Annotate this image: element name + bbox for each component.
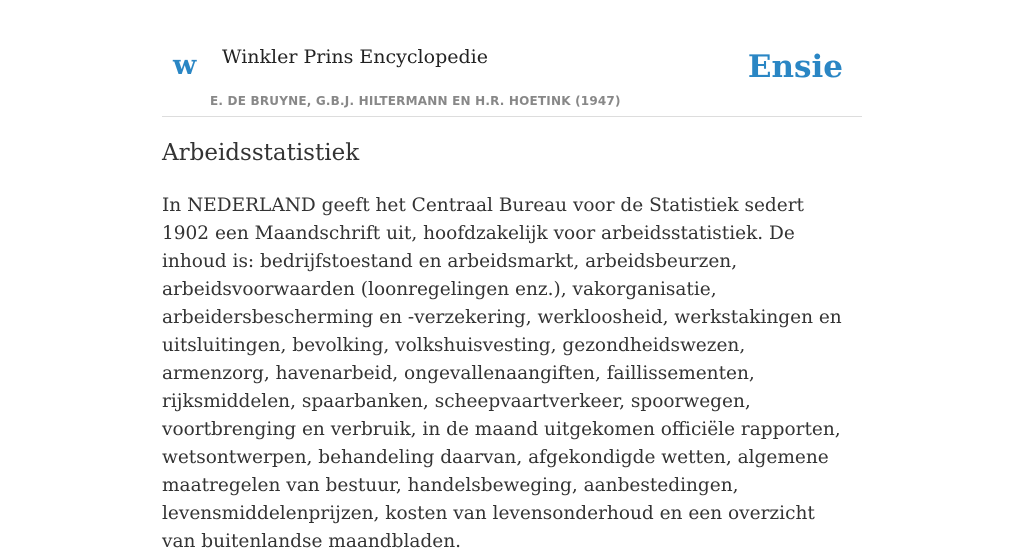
article-title: Arbeidsstatistiek — [162, 140, 360, 166]
publication-authors: E. DE BRUYNE, G.B.J. HILTERMANN EN H.R. HOETINK (1947) — [210, 94, 621, 108]
winkler-prins-logo-icon: w — [173, 50, 197, 81]
article-body: In NEDERLAND geeft het Centraal Bureau voor de Statistiek sedert 1902 een Maandschrift uit, hoofdzakelijk voor arbeidsstatistiek. De inhoud is: bedrijfstoestand en arbeidsmarkt, arbeidsbeurzen, arbeidsvoorwaarden (loonregelingen enz.), vakorganisatie, arbeidersbescherming en -verzekering, werkloosheid, werkstakingen en uitsluitingen, bevolking, volkshuisvesting, gezondheidswezen, armenzorg, havenarbeid, ongevallenaangiften, faillissementen, rijksmiddelen, spaarbanken, scheepvaartverkeer, spoorwegen, voortbrenging en verbruik, in de maand uitgekomen officiële rapporten, wetsontwerpen, behandeling daarvan, afgekondigde wetten, algemene maatregelen van bestuur, handelsbeweging, aanbestedingen, levensmiddelenprijzen, kosten van levensonderhoud en een overzicht van buitenlandse maandbladen. — [162, 195, 842, 552]
ensie-brand-logo: Ensie — [747, 49, 843, 85]
header — [162, 0, 862, 117]
publication-title: Winkler Prins Encyclopedie — [222, 46, 488, 68]
